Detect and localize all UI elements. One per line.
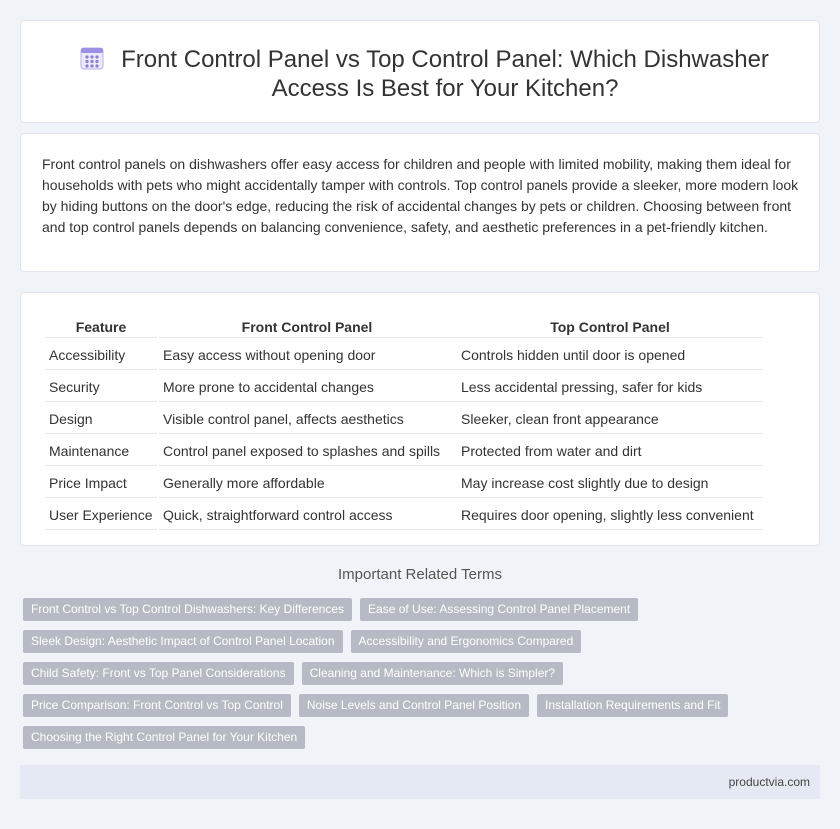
table-row <box>45 340 763 370</box>
related-term-tag[interactable]: Front Control vs Top Control Dishwashers: Key Differences <box>23 598 352 621</box>
cell-feature: User Experience <box>45 500 157 530</box>
related-term-tag[interactable]: Child Safety: Front vs Top Panel Considerations <box>23 662 294 685</box>
intro-card <box>20 133 820 272</box>
table-row <box>45 372 763 402</box>
cell-top: Controls hidden until door is opened <box>457 340 763 370</box>
cell-feature: Accessibility <box>45 340 157 370</box>
table-header-row <box>45 316 763 338</box>
intro-paragraph: Front control panels on dishwashers offer easy access for children and people with limited mobility, making them ideal for households with pets who might accidentally tamper with controls. Top control panels provide a sleeker, more modern look by hiding buttons on the door's edge, reducing the risk of accidental changes by pets or children. Choosing between front and top control panels depends on balancing convenience, safety, and aesthetic preferences in a pet-friendly kitchen. <box>42 156 799 235</box>
related-term-tag[interactable]: Ease of Use: Assessing Control Panel Placement <box>360 598 638 621</box>
header-top-control-panel: Top Control Panel <box>457 316 763 338</box>
page-title: Front Control Panel vs Top Control Panel: Which Dishwasher Access Is Best for Your Kitchen? <box>121 46 769 102</box>
table-row <box>45 500 763 530</box>
cell-front: Visible control panel, affects aesthetics <box>159 404 455 434</box>
table-row <box>45 468 763 498</box>
footer-site-link[interactable]: productvia.com <box>728 775 810 789</box>
related-term-tag[interactable]: Price Comparison: Front Control vs Top Control <box>23 694 291 717</box>
related-terms-heading: Important Related Terms <box>338 566 502 583</box>
cell-feature: Design <box>45 404 157 434</box>
related-term-tag[interactable]: Sleek Design: Aesthetic Impact of Control Panel Location <box>23 630 343 653</box>
cell-front: More prone to accidental changes <box>159 372 455 402</box>
title-card <box>20 20 820 123</box>
cell-front: Generally more affordable <box>159 468 455 498</box>
cell-top: Sleeker, clean front appearance <box>457 404 763 434</box>
cell-front: Easy access without opening door <box>159 340 455 370</box>
header-front-control-panel: Front Control Panel <box>159 316 455 338</box>
cell-front: Control panel exposed to splashes and spills <box>159 436 455 466</box>
cell-feature: Price Impact <box>45 468 157 498</box>
table-row <box>45 436 763 466</box>
cell-top: Less accidental pressing, safer for kids <box>457 372 763 402</box>
cell-top: Requires door opening, slightly less convenient <box>457 500 763 530</box>
cell-front: Quick, straightforward control access <box>159 500 455 530</box>
comparison-card <box>20 292 820 546</box>
related-term-tag[interactable]: Choosing the Right Control Panel for Your Kitchen <box>23 726 305 749</box>
cell-top: Protected from water and dirt <box>457 436 763 466</box>
related-terms-list <box>23 598 803 749</box>
related-term-tag[interactable]: Cleaning and Maintenance: Which is Simpler? <box>302 662 563 685</box>
cell-feature: Maintenance <box>45 436 157 466</box>
related-term-tag[interactable]: Installation Requirements and Fit <box>537 694 728 717</box>
cell-feature: Security <box>45 372 157 402</box>
cell-top: May increase cost slightly due to design <box>457 468 763 498</box>
footer <box>20 765 820 799</box>
related-term-tag[interactable]: Accessibility and Ergonomics Compared <box>351 630 582 653</box>
related-term-tag[interactable]: Noise Levels and Control Panel Position <box>299 694 529 717</box>
comparison-table <box>43 314 765 532</box>
table-row <box>45 404 763 434</box>
header-feature: Feature <box>45 316 157 338</box>
